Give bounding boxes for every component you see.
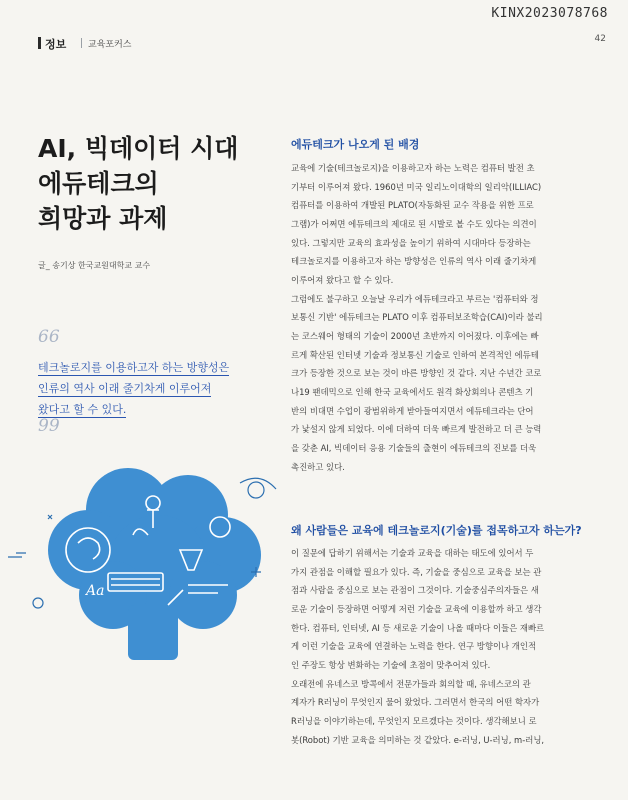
body-line: 가지 관점을 이해할 필요가 있다. 즉, 기술을 중심으로 교육을 보는 관: [291, 566, 542, 577]
body-line: 계자가 R러닝이 무엇인지 물어 왔었다. 그러면서 한국의 어떤 학자가: [291, 697, 540, 708]
quote-line: 테크놀로지를 이용하고자 하는 방향성은: [38, 361, 230, 374]
section-marker: [38, 37, 41, 49]
section-label: 정보: [45, 38, 67, 51]
section-heading: 에듀테크가 나오게 된 배경: [291, 138, 420, 151]
body-line: 로운 기술이 등장하면 어떻게 저런 기술을 교육에 이용할까 하고 생각: [291, 603, 542, 614]
body-line: 보통신 기반' 에듀테크는 PLATO 이후 컴퓨터보조학습(CAI)이라 불리: [291, 312, 543, 323]
body-line: 있다. 그렇지만 교육의 효과성을 높이기 위하여 시대마다 등장하는: [291, 237, 531, 248]
body-line: 을 갖춘 AI, 빅데이터 응용 기술들의 출현이 에듀테크의 진보를 더욱: [291, 442, 537, 453]
body-line: 오래전에 유네스코 방콕에서 전문가들과 회의할 때, 유네스코의 관: [291, 678, 531, 689]
body-line: 그램)가 어쩌면 에듀테크의 제대로 된 시발로 볼 수도 있다는 의견이: [291, 218, 537, 229]
section-divider: [81, 38, 82, 48]
body-line: 컴퓨터를 이용하여 개발된 PLATO(자동화된 교수 작용을 위한 프로: [291, 200, 534, 211]
body-line: 나19 팬데믹으로 인해 한국 교육에서도 원격 화상회의나 콘텐츠 기: [291, 386, 534, 397]
body-text: [291, 159, 595, 476]
quote-open-mark: 66: [38, 327, 60, 347]
pull-quote: [38, 357, 278, 420]
body-text: [291, 544, 595, 749]
title-line: 희망과 과제: [38, 204, 168, 233]
body-line: 이 질문에 답하기 위해서는 기술과 교육을 대하는 태도에 있어서 두: [291, 548, 534, 558]
body-line: 테크놀로지를 이용하고자 하는 방향성은 인류의 역사 이래 줄기차게: [291, 256, 537, 267]
body-line: 는 코스웨어 형태의 기술이 2000년 초반까지 이어졌다. 이후에는 빠: [291, 330, 539, 341]
body-line: 게 이런 기술을 교육에 연결하는 노력을 한다. 연구 방향이나 개인적: [291, 641, 537, 652]
body-line: 봇(Robot) 기반 교육을 의미하는 것 같았다. e-러닝, U-러닝, m-러닝,: [291, 734, 545, 745]
brain-tech-illustration: [8, 455, 283, 665]
body-line: 르게 확산된 인터넷 기술과 정보통신 기술로 인하여 본격적인 에듀테: [291, 349, 539, 360]
formula-text: Aa: [86, 583, 105, 599]
section-heading: 왜 사람들은 교육에 테크놀로지(기술)를 접목하고자 하는가?: [291, 524, 582, 537]
body-line: 점과 사람을 중심으로 보는 관점이 그것이다. 기술중심주의자들은 새: [291, 585, 539, 596]
quote-line: 인류의 역사 이래 줄기차게 이루어져: [38, 382, 212, 395]
title-line: AI, 빅데이터 시대: [38, 134, 239, 163]
body-line: R러닝을 이야기하는데, 무엇인지 모르겠다는 것이다. 생각해보니 로: [291, 715, 537, 726]
body-line: 교육에 기술(테크놀로지)을 이용하고자 하는 노력은 컴퓨터 발전 초: [291, 163, 535, 173]
body-line: 그럼에도 불구하고 오늘날 우리가 에듀테크라고 부르는 '컴퓨터와 정: [291, 293, 539, 304]
title-line: 에듀테크의: [38, 169, 159, 198]
quote-line: 왔다고 할 수 있다.: [38, 403, 127, 416]
body-line: 반의 비대면 수업이 광범위하게 받아들여지면서 에듀테크라는 단어: [291, 405, 534, 416]
body-line: 촉진하고 있다.: [291, 461, 345, 472]
quote-close-mark: 99: [38, 416, 60, 436]
body-line: 한다. 컴퓨터, 인터넷, AI 등 새로운 기술이 나올 때마다 이들은 재빠르: [291, 622, 545, 633]
body-line: 기부터 이루어져 왔다. 1960년 미국 일리노이대학의 일리악(ILLIAC): [291, 181, 542, 192]
page-number: 42: [594, 34, 606, 44]
body-line: 가 낯설지 않게 되었다. 이에 더하여 더욱 빠르게 발전하고 더 큰 능력: [291, 424, 542, 435]
document-id: KINX2023078768: [491, 6, 608, 21]
body-line: 인 주장도 항상 변화하는 기술에 초점이 맞추어져 있다.: [291, 659, 491, 670]
body-line: 이루어져 왔다고 할 수 있다.: [291, 274, 394, 285]
subsection-label: 교육포커스: [88, 40, 132, 50]
author-byline: 글_ 송기상 한국교원대학교 교수: [38, 261, 151, 270]
article-title: [38, 131, 238, 236]
body-line: 크가 등장한 것으로 보는 것이 바른 방향인 것 같다. 지난 수년간 코로: [291, 368, 542, 379]
